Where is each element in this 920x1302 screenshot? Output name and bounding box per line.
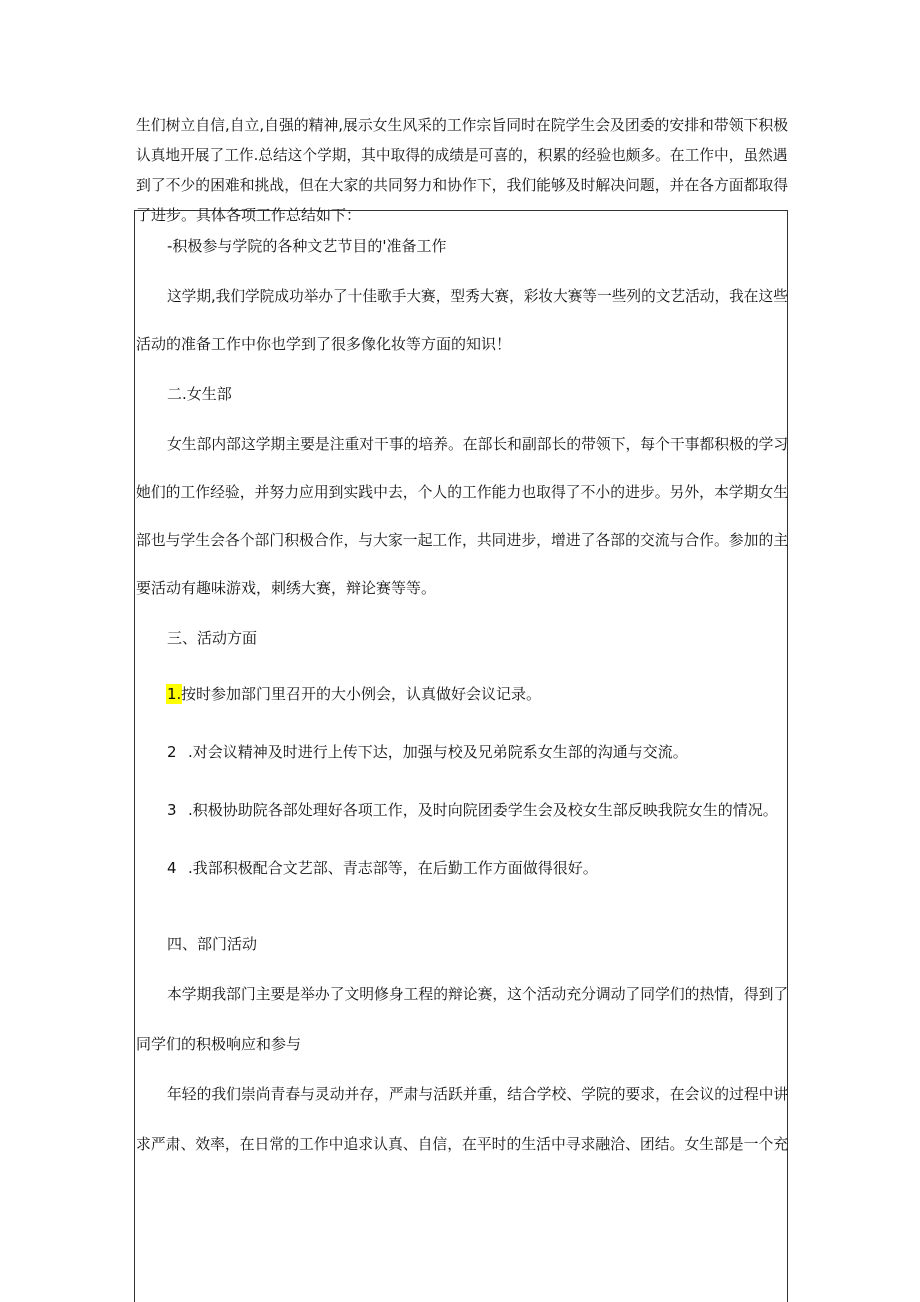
intro-line: 生们树立自信,自立,自强的精神,展示女生风采的工作宗旨同时在院学生会及团委的安排和带领下积极 [136,116,789,134]
section-2-heading: 二.女生部 [167,385,232,403]
list-item-number: 4 [167,859,177,877]
section-4-text: 本学期我部门主要是举办了文明修身工程的辩论赛，这个活动充分调动了同学们的热情，得到了 [167,985,789,1003]
intro-line: 认真地开展了工作.总结这个学期，其中取得的成绩是可喜的，积累的经验也颇多。在工作中，虽然遇 [136,146,788,164]
list-item-text: .我部积极配合文艺部、青志部等，在后勤工作方面做得很好。 [188,859,598,877]
list-item-text: 按时参加部门里召开的大小例会，认真做好会议记录。 [181,685,542,703]
section-4-text: 求严肃、效率，在日常的工作中追求认真、自信，在平时的生活中寻求融洽、团结。女生部是一个充 [136,1135,789,1153]
section-3-heading: 三、活动方面 [167,629,258,647]
list-item-text: .对会议精神及时进行上传下达，加强与校及兄弟院系女生部的沟通与交流。 [188,743,688,761]
list-item-number: 2 [167,743,177,761]
list-item-text: .积极协助院各部处理好各项工作，及时向院团委学生会及校女生部反映我院女生的情况。 [188,801,778,819]
section-4-text: 同学们的积极响应和参与 [136,1035,302,1053]
list-item-number: 1. [167,685,182,703]
section-4-heading: 四、部门活动 [167,935,258,953]
section-1-text: 活动的准备工作中你也学到了很多像化妆等方面的知识！ [136,335,512,353]
section-2-text: 她们的工作经验，并努力应用到实践中去，个人的工作能力也取得了不小的进步。另外，本学期女生 [136,483,789,501]
intro-line: 到了不少的困难和挑战，但在大家的共同努力和协作下，我们能够及时解决问题，并在各方面都取得 [136,176,789,194]
section-2-text: 要活动有趣味游戏，刺绣大赛，辩论赛等等。 [136,579,437,597]
intro-line: 了进步。具体各项工作总结如下： [136,206,362,224]
section-1-heading: -积极参与学院的各种文艺节目的'准备工作 [167,237,447,255]
section-1-text: 这学期,我们学院成功举办了十佳歌手大赛，型秀大赛，彩妆大赛等一些列的文艺活动，我在这些 [167,287,788,305]
list-item-number: 3 [167,801,177,819]
section-4-text: 年轻的我们崇尚青春与灵动并存，严肃与活跃并重，结合学校、学院的要求，在会议的过程中讲 [167,1085,789,1103]
section-2-text: 女生部内部这学期主要是注重对干事的培养。在部长和副部长的带领下，每个干事都积极的学习 [167,435,789,453]
section-2-text: 部也与学生会各个部门积极合作，与大家一起工作，共同进步，增进了各部的交流与合作。参加的主 [136,531,789,549]
